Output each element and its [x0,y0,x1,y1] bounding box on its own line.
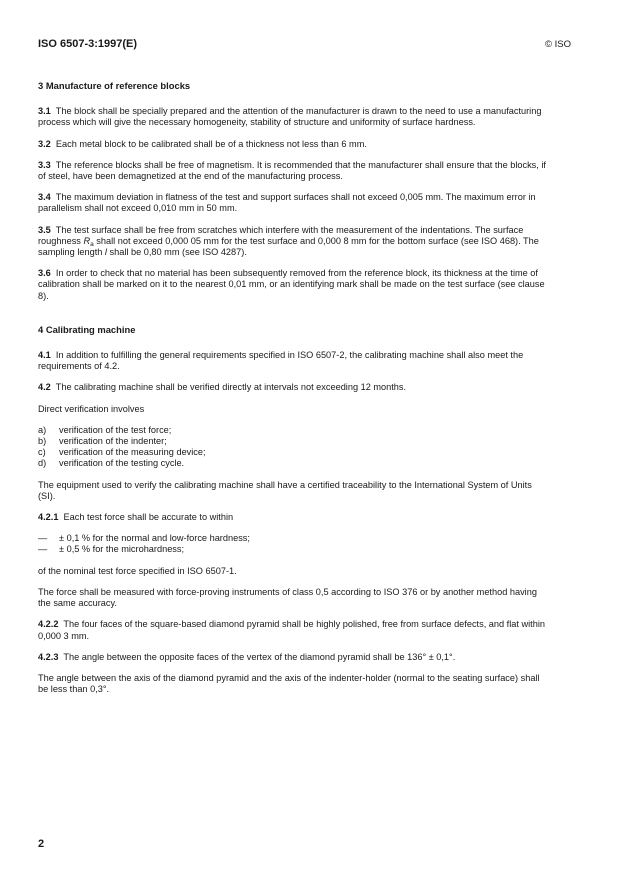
clause-number: 3.1 [38,106,51,117]
list-item: a) verification of the test force; [38,424,172,435]
clause-number: 3.5 [38,224,51,235]
paragraph-text: The calibrating machine shall be verified directly at intervals not exceeding 12 months. [55,382,407,393]
list-item: c) verification of the measuring device; [38,447,206,458]
paragraph-text: The maximum deviation in flatness of the test and support surfaces shall not exceed 0,005 mm. The maximum error in parallelism shall not exceed 0,010 mm in 50 mm. [38,192,536,214]
equipment-paragraph: The equipment used to verify the calibrating machine shall have a certified traceability to the International System of Units (SI). [38,479,532,501]
paragraph-text: The four faces of the square-based diamond pyramid shall be highly polished, free from surface defects, and flat within 0,000 3 mm. [38,619,545,641]
paragraph-text: The test surface shall be free from scratches which interfere with the measurement of the indentations. The surface roughness [38,224,524,246]
paragraph-text: The angle between the opposite faces of the vertex of the diamond pyramid shall be 136° ± 0,1°. [63,651,456,662]
force-measurement-paragraph: The force shall be measured with force-proving instruments of class 0,5 according to ISO 376 or by another method having the same accuracy. [38,586,537,609]
paragraph-text: Each test force shall be accurate to within [63,512,234,523]
nominal-force-paragraph: of the nominal test force specified in ISO 6507-1. [38,565,237,576]
paragraph-text: shall be 0,80 mm (see ISO 4287). [106,247,247,258]
paragraph-4-2-2 [38,619,548,641]
paragraph-text: Each metal block to be calibrated shall be of a thickness not less than 6 mm. [55,138,367,149]
section-4-title: 4 Calibrating machine [38,323,136,335]
roughness-subscript: a [90,240,94,248]
clause-number: 4.2.3 [38,651,59,662]
paragraph-3-6 [38,268,548,302]
paragraph-4-2 [38,382,548,393]
clause-number: 3.2 [38,138,51,149]
paragraph-3-3 [38,160,548,182]
page-content [38,80,548,705]
clause-number: 4.2.1 [38,512,59,523]
copyright-mark: © ISO [544,39,571,50]
paragraph-4-2-3 [38,652,548,663]
paragraph-3-1 [38,106,548,128]
verification-list [38,425,548,470]
paragraph-text: In addition to fulfilling the general requirements specified in ISO 6507-2, the calibrating machine shall also meet the requirements of 4.2. [38,350,524,372]
list-item: — ± 0,1 % for the normal and low-force hardness; [38,533,250,544]
page-number: 2 [38,838,45,850]
paragraph-3-2 [38,139,548,150]
clause-number: 4.2 [38,382,51,393]
accuracy-list [38,533,548,555]
list-item: — ± 0,5 % for the microhardness; [38,544,185,555]
clause-number: 3.4 [38,192,51,203]
paragraph-text: The reference blocks shall be free of magnetism. It is recommended that the manufacturer shall ensure that the blocks, if of steel, have been demagnetized at the end of the manufacturing process. [38,159,546,182]
clause-number: 3.6 [38,268,51,279]
list-item: b) verification of the indenter; [38,436,167,447]
clause-number: 3.3 [38,159,51,170]
paragraph-3-4 [38,192,548,214]
clause-number: 4.2.2 [38,619,59,630]
length-symbol: l [104,247,107,258]
list-item: d) verification of the testing cycle. [38,458,185,469]
direct-verification-intro: Direct verification involves [38,403,145,414]
paragraph-4-1 [38,350,548,372]
axis-angle-paragraph: The angle between the axis of the diamond pyramid and the axis of the indenter-holder (normal to the seating surface) shall be less than 0,3°. [38,672,540,695]
clause-number: 4.1 [38,350,51,361]
paragraph-3-5 [38,225,548,259]
standard-header: ISO 6507-3:1997(E) [38,38,138,50]
paragraph-4-2-1 [38,512,548,523]
paragraph-text: In order to check that no material has been subsequently removed from the reference block, its thickness at the time of calibration shall be marked on it to the nearest 0,01 mm, or an identifying mark shall be made on the test surface (see clause 8). [38,268,545,301]
paragraph-text: The block shall be specially prepared and the attention of the manufacturer is drawn to the need to use a manufacturing process which will give the necessary homogeneity, stability of structure and uniformity of surface hardness. [38,106,542,128]
paragraph-text: shall not exceed 0,000 05 mm for the test surface and 0,000 8 mm for the bottom surface (see ISO 468). The sampling length [38,235,539,258]
roughness-symbol: R [83,235,91,246]
section-3-title: 3 Manufacture of reference blocks [38,80,191,91]
